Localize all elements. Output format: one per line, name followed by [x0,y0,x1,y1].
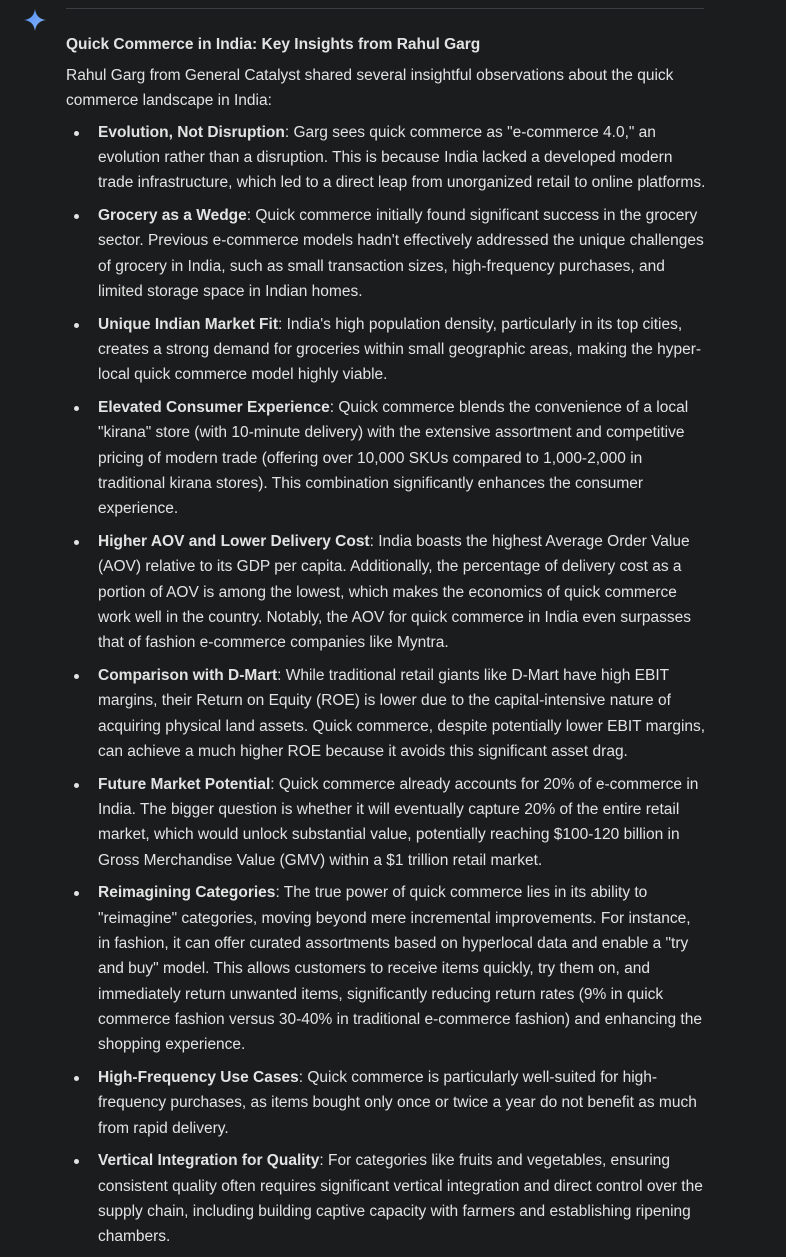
insight-text: : Garg sees quick commerce as "e-commerce 4.0," an evolution rather than a disruption. This is because India lacked a developed modern trade infrastructure, which led to a direct leap from unorganized retail to online platforms. [98,123,706,192]
insight-term: Elevated Consumer Experience [98,399,330,417]
list-item [66,120,706,196]
insight-text: : Quick commerce is particularly well-suited for high-frequency purchases, as items bought only once or twice a year do not benefit as much from rapid delivery. [98,1068,697,1137]
insight-text: : India's high population density, particularly in its top cities, creates a strong demand for groceries within small geographic areas, making the hyper-local quick commerce model highly viable. [98,315,702,384]
list-item [66,880,706,1057]
top-divider [66,8,704,9]
insight-text: : Quick commerce already accounts for 20% of e-commerce in India. The bigger question is whether it will eventually capture 20% of the entire retail market, which would unlock substantial value, potentially reaching $100-120 billion in Gross Merchandise Value (GMV) within a $1 trillion retail market. [98,775,699,869]
insight-term: Higher AOV and Lower Delivery Cost [98,533,370,551]
bullet-icon [74,783,79,788]
bullet-icon [74,540,79,545]
list-item [66,203,706,304]
response-heading: Quick Commerce in India: Key Insights from Rahul Garg [66,36,481,53]
insight-text: : The true power of quick commerce lies in its ability to "reimagine" categories, moving beyond mere incremental improvements. For instance, in fashion, it can offer curated assortments based on hyperlocal data and enable a "try and buy" model. This allows customers to receive items quickly, try them on, and immediately return unwanted items, significantly reducing return rates (9% in quick commerce fashion versus 30-40% in traditional e-commerce fashion) and enhancing the shopping experience. [98,884,702,1054]
bullet-icon [74,323,79,328]
bullet-icon [74,1159,79,1164]
insight-term: Reimagining Categories [98,884,276,902]
insight-text: : For categories like fruits and vegetables, ensuring consistent quality often requires significant vertical integration and direct control over the supply chain, including building captive capacity with farmers and establishing ripening chambers. [98,1152,703,1246]
insight-text: : While traditional retail giants like D-Mart have high EBIT margins, their Return on Equity (ROE) is lower due to the capital-intensive nature of acquiring physical land assets. Quick commerce, despite potentially lower EBIT margins, can achieve a much higher ROE because it avoids this significant asset drag. [98,667,706,760]
insight-term: Comparison with D-Mart [98,667,278,685]
list-item [66,312,706,388]
list-item [66,663,706,764]
insight-text: : Quick commerce initially found significant success in the grocery sector. Previous e-commerce models hadn't effectively addressed the unique challenges of grocery in India, such as small transaction sizes, high-frequency purchases, and limited storage space in Indian homes. [98,206,704,300]
list-item [66,772,706,873]
insight-term: Evolution, Not Disruption [98,123,285,141]
response-intro: Rahul Garg from General Catalyst shared several insightful observations about the quick commerce landscape in India: [66,67,674,110]
insight-term: High-Frequency Use Cases [98,1068,299,1086]
insight-term: Future Market Potential [98,775,271,793]
list-item [66,395,706,521]
insights-list [66,120,706,1250]
insight-term: Vertical Integration for Quality [98,1152,320,1170]
list-item [66,529,706,655]
bullet-icon [74,674,79,679]
bullet-icon [74,131,79,136]
insight-term: Grocery as a Wedge [98,206,247,224]
gemini-sparkle-icon [22,7,48,33]
bullet-icon [74,406,79,411]
bullet-icon [74,1076,79,1081]
bullet-icon [74,214,79,219]
list-item [66,1148,706,1249]
response-content [66,35,706,1257]
bullet-icon [74,891,79,896]
insight-term: Unique Indian Market Fit [98,315,278,333]
list-item [66,1065,706,1141]
insight-text: : India boasts the highest Average Order Value (AOV) relative to its GDP per capita. Additionally, the percentage of delivery cost as a portion of AOV is among the lowest, which makes the economics of quick commerce work well in the country. Notably, the AOV for quick commerce in India even surpasses that of fashion e-commerce companies like Myntra. [98,533,691,652]
insight-text: : Quick commerce blends the convenience of a local "kirana" store (with 10-minute delivery) with the extensive assortment and competitive pricing of modern trade (offering over 10,000 SKUs compared to 1,000-2,000 in traditional kirana stores). This combination significantly enhances the consumer experience. [98,399,689,518]
